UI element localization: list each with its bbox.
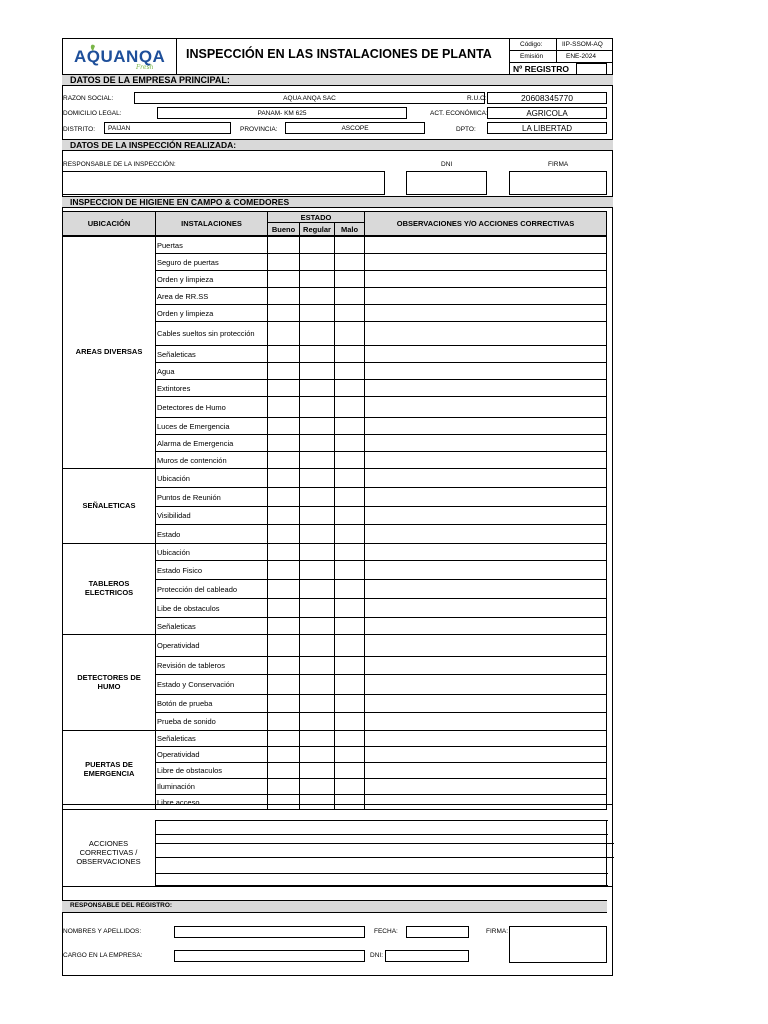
regular-cell[interactable] bbox=[299, 674, 335, 695]
regular-cell[interactable] bbox=[299, 712, 335, 731]
ubicacion-label: SEÑALETICAS bbox=[82, 500, 136, 510]
regular-cell[interactable] bbox=[299, 656, 335, 675]
regular-cell[interactable] bbox=[299, 345, 335, 363]
bueno-cell[interactable] bbox=[267, 434, 300, 452]
ubicacion-group bbox=[62, 543, 156, 635]
bueno-cell[interactable] bbox=[267, 487, 300, 507]
acciones-label: ACCIONES CORRECTIVAS / OBSERVACIONES bbox=[76, 838, 141, 866]
regular-cell[interactable] bbox=[299, 270, 335, 288]
bueno-cell[interactable] bbox=[267, 345, 300, 363]
regular-cell[interactable] bbox=[299, 236, 335, 254]
distrito-field[interactable]: PAIJAN bbox=[104, 122, 231, 134]
table-row bbox=[155, 762, 268, 779]
observacion-cell[interactable] bbox=[364, 362, 607, 380]
instalacion-label: Señaleticas bbox=[157, 349, 196, 359]
malo-cell[interactable] bbox=[334, 417, 365, 435]
col-regular: Regular bbox=[299, 222, 335, 236]
provincia-label: PROVINCIA: bbox=[240, 126, 278, 133]
ubicacion-group bbox=[62, 236, 156, 469]
regular-cell[interactable] bbox=[299, 524, 335, 544]
malo-cell[interactable] bbox=[334, 634, 365, 657]
col-malo: Malo bbox=[334, 222, 365, 236]
col-estado: ESTADO bbox=[267, 211, 365, 223]
instalacion-label: Botón de prueba bbox=[157, 699, 213, 708]
domicilio-label: DOMICILIO LEGAL: bbox=[63, 110, 122, 117]
table-row bbox=[155, 634, 268, 657]
instalacion-label: Libe de obstaculos bbox=[157, 603, 220, 613]
instalacion-label: Alarma de Emergencia bbox=[157, 438, 234, 448]
bueno-cell[interactable] bbox=[267, 579, 300, 599]
table-row bbox=[155, 253, 268, 271]
malo-cell[interactable] bbox=[334, 762, 365, 779]
malo-cell[interactable] bbox=[334, 794, 365, 810]
table-row bbox=[155, 287, 268, 305]
observacion-cell[interactable] bbox=[364, 287, 607, 305]
regular-cell[interactable] bbox=[299, 487, 335, 507]
table-row bbox=[155, 598, 268, 618]
checklist-table bbox=[62, 211, 607, 807]
bueno-cell[interactable] bbox=[267, 524, 300, 544]
table-row bbox=[155, 487, 268, 507]
table-row bbox=[155, 434, 268, 452]
observacion-cell[interactable] bbox=[364, 253, 607, 271]
regular-cell[interactable] bbox=[299, 468, 335, 488]
firma-registro-label: FIRMA: bbox=[486, 928, 509, 935]
codigo-label: Código: bbox=[520, 41, 543, 48]
malo-cell[interactable] bbox=[334, 674, 365, 695]
regular-cell[interactable] bbox=[299, 287, 335, 305]
instalacion-label: Protección del cableado bbox=[157, 584, 238, 594]
table-row bbox=[155, 794, 268, 810]
regular-cell[interactable] bbox=[299, 694, 335, 713]
regular-cell[interactable] bbox=[299, 794, 335, 810]
observacion-cell[interactable] bbox=[364, 345, 607, 363]
bueno-cell[interactable] bbox=[267, 253, 300, 271]
firma-registro-input[interactable] bbox=[509, 926, 607, 963]
regular-cell[interactable] bbox=[299, 730, 335, 747]
malo-cell[interactable] bbox=[334, 694, 365, 713]
empresa-section-title: DATOS DE LA EMPRESA PRINCIPAL: bbox=[70, 75, 230, 85]
malo-cell[interactable] bbox=[334, 396, 365, 418]
bueno-cell[interactable] bbox=[267, 468, 300, 488]
table-row bbox=[155, 560, 268, 580]
dni-input[interactable] bbox=[406, 171, 487, 195]
regular-cell[interactable] bbox=[299, 379, 335, 397]
ubicacion-group bbox=[62, 730, 156, 810]
bueno-cell[interactable] bbox=[267, 396, 300, 418]
malo-cell[interactable] bbox=[334, 434, 365, 452]
observacion-cell[interactable] bbox=[364, 794, 607, 810]
dni-label: DNI bbox=[441, 161, 453, 168]
bueno-cell[interactable] bbox=[267, 417, 300, 435]
acciones-lines[interactable] bbox=[155, 820, 607, 886]
table-row bbox=[155, 617, 268, 635]
malo-cell[interactable] bbox=[334, 270, 365, 288]
bueno-cell[interactable] bbox=[267, 712, 300, 731]
observacion-cell[interactable] bbox=[364, 560, 607, 580]
observacion-cell[interactable] bbox=[364, 778, 607, 795]
ubicacion-group bbox=[62, 468, 156, 544]
malo-cell[interactable] bbox=[334, 253, 365, 271]
table-row bbox=[155, 524, 268, 544]
observacion-cell[interactable] bbox=[364, 712, 607, 731]
emision-label: Emisión bbox=[520, 53, 544, 60]
regular-cell[interactable] bbox=[299, 598, 335, 618]
instalacion-label: Iluminación bbox=[157, 782, 195, 791]
dpto-label: DPTO: bbox=[456, 126, 476, 133]
responsable-input[interactable] bbox=[62, 171, 385, 195]
firma-input[interactable] bbox=[509, 171, 607, 195]
instalacion-label: Ubicación bbox=[157, 473, 190, 483]
table-row bbox=[155, 236, 268, 254]
checklist-section-title: INSPECCION DE HIGIENE EN CAMPO & COMEDORES bbox=[70, 197, 290, 207]
registro-section-title: RESPONSABLE DEL REGISTRO: bbox=[70, 902, 173, 909]
observacion-cell[interactable] bbox=[364, 487, 607, 507]
bueno-cell[interactable] bbox=[267, 617, 300, 635]
observacion-cell[interactable] bbox=[364, 730, 607, 747]
regular-cell[interactable] bbox=[299, 253, 335, 271]
registro-label: Nº REGISTRO bbox=[513, 64, 569, 74]
observacion-cell[interactable] bbox=[364, 434, 607, 452]
table-row bbox=[155, 270, 268, 288]
bueno-cell[interactable] bbox=[267, 694, 300, 713]
instalacion-label: Libre acceso bbox=[157, 797, 200, 807]
regular-cell[interactable] bbox=[299, 451, 335, 469]
instalacion-label: Area de RR.SS bbox=[157, 291, 209, 301]
table-row bbox=[155, 730, 268, 747]
ruc-field[interactable]: 20608345770 bbox=[487, 92, 607, 104]
col-observaciones: OBSERVACIONES Y/O ACCIONES CORRECTIVAS bbox=[364, 211, 607, 236]
malo-cell[interactable] bbox=[334, 287, 365, 305]
regular-cell[interactable] bbox=[299, 762, 335, 779]
observacion-cell[interactable] bbox=[364, 236, 607, 254]
dpto-field[interactable]: LA LIBERTAD bbox=[487, 122, 607, 134]
nombres-input[interactable] bbox=[174, 926, 365, 938]
ubicacion-group bbox=[62, 634, 156, 731]
responsable-label: RESPONSABLE DE LA INSPECCIÓN: bbox=[63, 161, 176, 168]
instalacion-label: Agua bbox=[157, 366, 175, 376]
bueno-cell[interactable] bbox=[267, 287, 300, 305]
table-row bbox=[155, 362, 268, 380]
table-row bbox=[155, 746, 268, 763]
observacion-cell[interactable] bbox=[364, 634, 607, 657]
regular-cell[interactable] bbox=[299, 506, 335, 525]
regular-cell[interactable] bbox=[299, 778, 335, 795]
bueno-cell[interactable] bbox=[267, 762, 300, 779]
fecha-label: FECHA: bbox=[374, 928, 398, 935]
bueno-cell[interactable] bbox=[267, 598, 300, 618]
table-row bbox=[155, 506, 268, 525]
malo-cell[interactable] bbox=[334, 487, 365, 507]
observacion-cell[interactable] bbox=[364, 694, 607, 713]
cargo-input[interactable] bbox=[174, 950, 365, 962]
instalacion-label: Puntos de Reunión bbox=[157, 492, 221, 502]
malo-cell[interactable] bbox=[334, 524, 365, 544]
malo-cell[interactable] bbox=[334, 379, 365, 397]
table-row bbox=[155, 451, 268, 469]
bueno-cell[interactable] bbox=[267, 362, 300, 380]
col-bueno: Bueno bbox=[267, 222, 300, 236]
observacion-cell[interactable] bbox=[364, 417, 607, 435]
instalacion-label: Visibilidad bbox=[157, 511, 191, 520]
table-row bbox=[155, 468, 268, 488]
regular-cell[interactable] bbox=[299, 362, 335, 380]
malo-cell[interactable] bbox=[334, 656, 365, 675]
observacion-cell[interactable] bbox=[364, 468, 607, 488]
bueno-cell[interactable] bbox=[267, 236, 300, 254]
instalacion-label: Operatividad bbox=[157, 750, 200, 759]
col-ubicacion: UBICACIÓN bbox=[62, 211, 156, 236]
regular-cell[interactable] bbox=[299, 579, 335, 599]
col-instalaciones: INSTALACIONES bbox=[155, 211, 268, 236]
observacion-cell[interactable] bbox=[364, 506, 607, 525]
table-row bbox=[155, 656, 268, 675]
malo-cell[interactable] bbox=[334, 598, 365, 618]
regular-cell[interactable] bbox=[299, 617, 335, 635]
regular-cell[interactable] bbox=[299, 746, 335, 763]
instalacion-label: Estado Fisico bbox=[157, 565, 203, 575]
observacion-cell[interactable] bbox=[364, 656, 607, 675]
malo-cell[interactable] bbox=[334, 746, 365, 763]
instalacion-label: Seguro de puertas bbox=[157, 257, 219, 267]
regular-cell[interactable] bbox=[299, 417, 335, 435]
razon-field[interactable]: AQUA ANQA SAC bbox=[134, 92, 485, 104]
instalacion-label: Revisión de tableros bbox=[157, 661, 225, 670]
cargo-label: CARGO EN LA EMPRESA: bbox=[63, 952, 143, 959]
instalacion-label: Estado y Conservación bbox=[157, 680, 235, 689]
malo-cell[interactable] bbox=[334, 362, 365, 380]
bueno-cell[interactable] bbox=[267, 506, 300, 525]
inspeccion-section-title: DATOS DE LA INSPECCIÓN REALIZADA: bbox=[70, 140, 237, 150]
observacion-cell[interactable] bbox=[364, 579, 607, 599]
instalacion-label: Ubicación bbox=[157, 547, 190, 557]
malo-cell[interactable] bbox=[334, 778, 365, 795]
regular-cell[interactable] bbox=[299, 543, 335, 561]
malo-cell[interactable] bbox=[334, 321, 365, 346]
razon-label: RAZON SOCIAL: bbox=[63, 95, 114, 102]
table-row bbox=[155, 694, 268, 713]
table-row bbox=[155, 396, 268, 418]
bueno-cell[interactable] bbox=[267, 451, 300, 469]
logo bbox=[66, 40, 176, 74]
regular-cell[interactable] bbox=[299, 434, 335, 452]
bueno-cell[interactable] bbox=[267, 379, 300, 397]
observacion-cell[interactable] bbox=[364, 270, 607, 288]
bueno-cell[interactable] bbox=[267, 730, 300, 747]
instalacion-label: Operatividad bbox=[157, 641, 200, 650]
instalacion-label: Cables sueltos sin protección bbox=[157, 329, 255, 338]
ubicacion-label: TABLEROS ELECTRICOS bbox=[84, 579, 134, 597]
actividad-field[interactable]: AGRICOLA bbox=[487, 107, 607, 119]
malo-cell[interactable] bbox=[334, 451, 365, 469]
observacion-cell[interactable] bbox=[364, 598, 607, 618]
instalacion-label: Señaleticas bbox=[157, 734, 196, 743]
instalacion-label: Señaleticas bbox=[157, 621, 196, 631]
table-row bbox=[155, 417, 268, 435]
instalacion-label: Puertas bbox=[157, 240, 183, 250]
logo-text: AQUANQA bbox=[74, 47, 166, 66]
table-row bbox=[155, 712, 268, 731]
observacion-cell[interactable] bbox=[364, 762, 607, 779]
ruc-label: R.U.C: bbox=[467, 95, 487, 102]
bueno-cell[interactable] bbox=[267, 794, 300, 810]
observacion-cell[interactable] bbox=[364, 379, 607, 397]
dni-registro-label: DNI: bbox=[370, 952, 383, 959]
table-row bbox=[155, 543, 268, 561]
instalacion-label: Estado bbox=[157, 529, 181, 539]
table-row bbox=[155, 579, 268, 599]
observacion-cell[interactable] bbox=[364, 543, 607, 561]
regular-cell[interactable] bbox=[299, 304, 335, 322]
malo-cell[interactable] bbox=[334, 236, 365, 254]
table-row bbox=[155, 321, 268, 346]
instalacion-label: Muros de contención bbox=[157, 455, 227, 465]
instalacion-label: Orden y limpieza bbox=[157, 308, 214, 318]
table-row bbox=[155, 674, 268, 695]
bueno-cell[interactable] bbox=[267, 674, 300, 695]
table-row bbox=[155, 345, 268, 363]
domicilio-field[interactable]: PANAM- KM 625 bbox=[157, 107, 407, 119]
malo-cell[interactable] bbox=[334, 712, 365, 731]
bueno-cell[interactable] bbox=[267, 656, 300, 675]
emision-value: ENE-2024 bbox=[566, 53, 596, 60]
malo-cell[interactable] bbox=[334, 345, 365, 363]
bueno-cell[interactable] bbox=[267, 560, 300, 580]
actividad-label: ACT. ECONÓMICA: bbox=[430, 110, 488, 117]
ubicacion-label: AREAS DIVERSAS bbox=[75, 347, 143, 357]
observacion-cell[interactable] bbox=[364, 746, 607, 763]
regular-cell[interactable] bbox=[299, 396, 335, 418]
provincia-field[interactable]: ASCOPE bbox=[285, 122, 425, 134]
nombres-label: NOMBRES Y APELLIDOS: bbox=[63, 928, 142, 935]
instalacion-label: Luces de Emergencia bbox=[157, 421, 230, 431]
table-row bbox=[155, 304, 268, 322]
instalacion-label: Orden y limpieza bbox=[157, 274, 214, 284]
malo-cell[interactable] bbox=[334, 304, 365, 322]
firma-label: FIRMA bbox=[548, 161, 569, 168]
observacion-cell[interactable] bbox=[364, 617, 607, 635]
bueno-cell[interactable] bbox=[267, 778, 300, 795]
page-title: INSPECCIÓN EN LAS INSTALACIONES DE PLANTA bbox=[186, 47, 492, 61]
instalacion-label: Prueba de sonido bbox=[157, 717, 216, 726]
distrito-label: DISTRITO: bbox=[63, 126, 96, 133]
observacion-cell[interactable] bbox=[364, 524, 607, 544]
codigo-value: IIP-SSOM-AQ bbox=[562, 41, 603, 48]
instalacion-label: Detectores de Humo bbox=[157, 402, 226, 412]
regular-cell[interactable] bbox=[299, 321, 335, 346]
ubicacion-label: PUERTAS DE EMERGENCIA bbox=[83, 760, 135, 778]
regular-cell[interactable] bbox=[299, 634, 335, 657]
malo-cell[interactable] bbox=[334, 468, 365, 488]
bueno-cell[interactable] bbox=[267, 543, 300, 561]
malo-cell[interactable] bbox=[334, 579, 365, 599]
table-row bbox=[155, 379, 268, 397]
bueno-cell[interactable] bbox=[267, 304, 300, 322]
logo-sub: Fresh bbox=[136, 64, 154, 71]
fecha-input[interactable] bbox=[406, 926, 469, 938]
observacion-cell[interactable] bbox=[364, 674, 607, 695]
instalacion-label: Extintores bbox=[157, 383, 191, 393]
dni-registro-input[interactable] bbox=[385, 950, 469, 962]
observacion-cell[interactable] bbox=[364, 304, 607, 322]
observacion-cell[interactable] bbox=[364, 396, 607, 418]
malo-cell[interactable] bbox=[334, 617, 365, 635]
bueno-cell[interactable] bbox=[267, 270, 300, 288]
observacion-cell[interactable] bbox=[364, 451, 607, 469]
table-row bbox=[155, 778, 268, 795]
malo-cell[interactable] bbox=[334, 560, 365, 580]
malo-cell[interactable] bbox=[334, 730, 365, 747]
malo-cell[interactable] bbox=[334, 543, 365, 561]
malo-cell[interactable] bbox=[334, 506, 365, 525]
observacion-cell[interactable] bbox=[364, 321, 607, 346]
regular-cell[interactable] bbox=[299, 560, 335, 580]
bueno-cell[interactable] bbox=[267, 746, 300, 763]
bueno-cell[interactable] bbox=[267, 321, 300, 346]
bueno-cell[interactable] bbox=[267, 634, 300, 657]
instalacion-label: Libre de obstaculos bbox=[157, 766, 223, 775]
ubicacion-label: DETECTORES DE HUMO bbox=[77, 672, 141, 691]
